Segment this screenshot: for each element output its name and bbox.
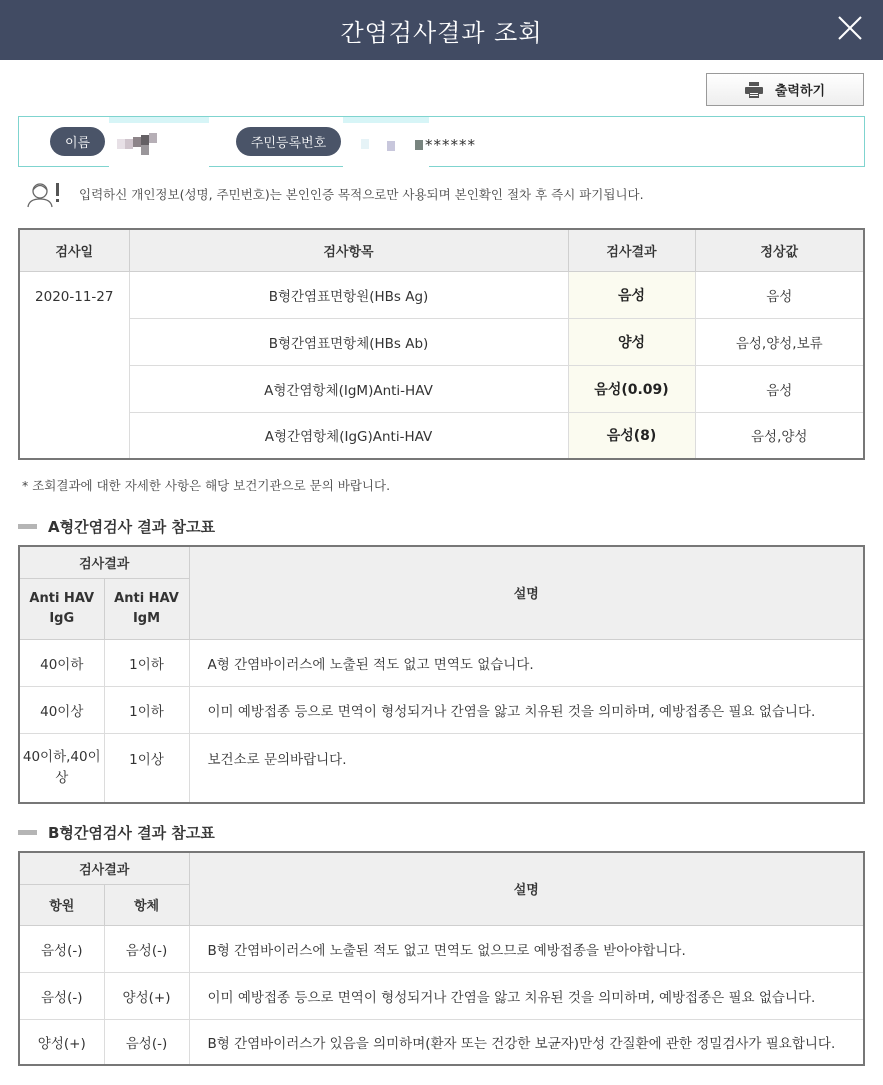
column-header: 검사일: [19, 229, 129, 271]
table-header-row: [19, 229, 864, 271]
hep-a-reference-table: [18, 545, 865, 804]
description: 보건소로 문의바랍니다.: [189, 733, 864, 803]
antibody-value: 음성(-): [104, 925, 189, 972]
privacy-notice-text: 입력하신 개인정보(성명, 주민번호)는 본인인증 목적으로만 사용되며 본인확인 절차 후 즉시 파기됩니다.: [79, 187, 644, 202]
identity-box: [18, 116, 865, 167]
antigen-value: 양성(+): [19, 1019, 104, 1065]
hep-b-reference-table: [18, 851, 865, 1066]
test-result: 음성(8): [568, 412, 695, 459]
table-row: [19, 972, 864, 1019]
normal-value: 음성: [695, 271, 864, 318]
printer-icon: [745, 82, 763, 98]
igg-value: 40이하: [19, 639, 104, 686]
description: B형 간염바이러스가 있음을 의미하며(환자 또는 건강한 보균자)만성 간질환에 관한 정밀검사가 필요합니다.: [189, 1019, 864, 1065]
column-header: 항원: [19, 884, 104, 925]
column-header: Anti HAV IgM: [104, 578, 189, 639]
test-item: A형간염항체(IgM)Anti-HAV: [129, 365, 568, 412]
person-alert-icon: [26, 180, 62, 208]
table-row: [19, 639, 864, 686]
close-icon[interactable]: [833, 12, 867, 46]
test-result: 음성: [568, 271, 695, 318]
print-button-label: 출력하기: [774, 84, 826, 99]
modal-title: 간염검사결과 조회: [340, 19, 543, 47]
description: 이미 예방접종 등으로 면역이 형성되거나 간염을 앓고 치유된 것을 의미하며, 예방접종은 필요 없습니다.: [189, 686, 864, 733]
description: B형 간염바이러스에 노출된 적도 없고 면역도 없으므로 예방접종을 받아야합니다.: [189, 925, 864, 972]
results-table: [18, 228, 865, 460]
table-row: [19, 925, 864, 972]
description-header: 설명: [189, 546, 864, 639]
table-row: [19, 318, 864, 365]
column-header: 검사결과: [568, 229, 695, 271]
igg-value: 40이하,40이상: [19, 733, 104, 803]
table-header-row: [19, 546, 864, 578]
hep-b-title-text: B형간염검사 결과 참고표: [48, 824, 215, 842]
footnote: * 조회결과에 대한 자세한 사항은 해당 보건기관으로 문의 바랍니다.: [22, 478, 391, 493]
normal-value: 음성,양성: [695, 412, 864, 459]
column-header: Anti HAV IgG: [19, 578, 104, 639]
igm-value: 1이하: [104, 686, 189, 733]
section-bar: [18, 524, 37, 529]
print-button[interactable]: [706, 73, 864, 106]
table-row: [19, 1019, 864, 1065]
test-item: A형간염항체(IgG)Anti-HAV: [129, 412, 568, 459]
test-result: 양성: [568, 318, 695, 365]
antigen-value: 음성(-): [19, 972, 104, 1019]
group-header: 검사결과: [19, 852, 189, 884]
table-row: [19, 686, 864, 733]
rrn-masked-suffix: ******: [425, 136, 476, 154]
igm-value: 1이상: [104, 733, 189, 803]
table-row: [19, 365, 864, 412]
column-header: 항체: [104, 884, 189, 925]
table-row: [19, 733, 864, 803]
rrn-value-masked: [343, 117, 429, 168]
privacy-notice: [26, 180, 644, 208]
igg-value: 40이상: [19, 686, 104, 733]
description: A형 간염바이러스에 노출된 적도 없고 면역도 없습니다.: [189, 639, 864, 686]
normal-value: 음성,양성,보류: [695, 318, 864, 365]
description-header: 설명: [189, 852, 864, 925]
antibody-value: 양성(+): [104, 972, 189, 1019]
table-row: [19, 412, 864, 459]
hep-b-section-title: [18, 822, 215, 843]
test-result: 음성(0.09): [568, 365, 695, 412]
rrn-label: 주민등록번호: [236, 127, 341, 156]
modal-header: [0, 0, 883, 60]
igm-value: 1이하: [104, 639, 189, 686]
normal-value: 음성: [695, 365, 864, 412]
antibody-value: 음성(-): [104, 1019, 189, 1065]
test-item: B형간염표면항체(HBs Ab): [129, 318, 568, 365]
group-header: 검사결과: [19, 546, 189, 578]
section-bar: [18, 830, 37, 835]
column-header: 검사항목: [129, 229, 568, 271]
test-date: 2020-11-27: [19, 271, 129, 459]
name-label: 이름: [50, 127, 105, 156]
hep-a-title-text: A형간염검사 결과 참고표: [48, 518, 215, 536]
hep-a-section-title: [18, 516, 215, 537]
antigen-value: 음성(-): [19, 925, 104, 972]
description: 이미 예방접종 등으로 면역이 형성되거나 간염을 앓고 치유된 것을 의미하며, 예방접종은 필요 없습니다.: [189, 972, 864, 1019]
name-value-masked: [109, 117, 209, 168]
test-item: B형간염표면항원(HBs Ag): [129, 271, 568, 318]
table-header-row: [19, 852, 864, 884]
column-header: 정상값: [695, 229, 864, 271]
table-row: [19, 271, 864, 318]
